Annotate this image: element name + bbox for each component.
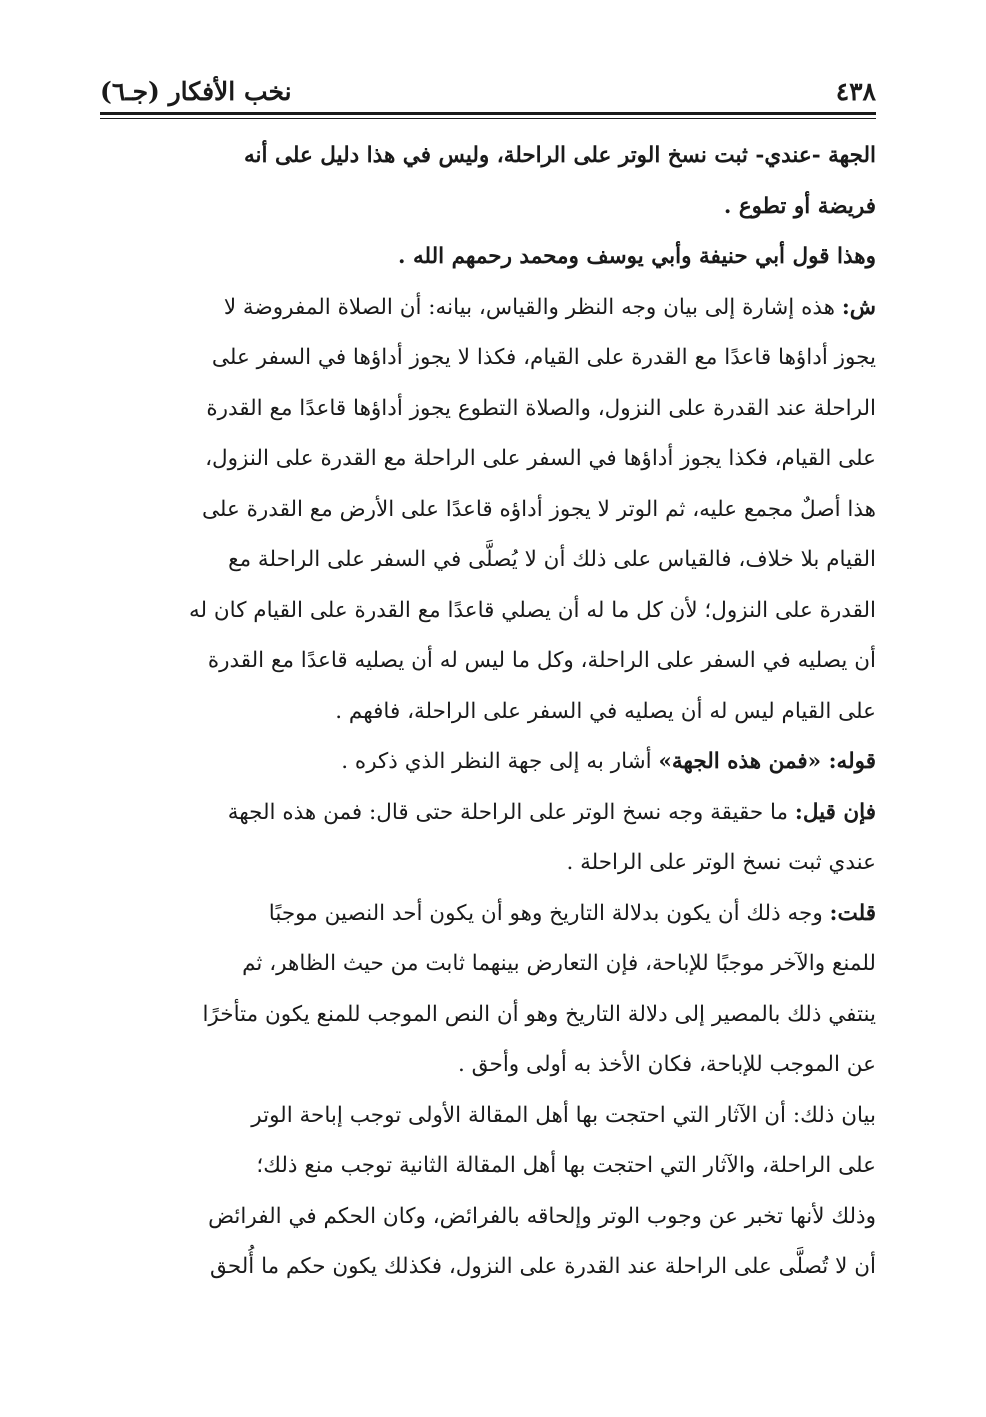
book-page	[100, 62, 876, 1293]
page-header	[100, 62, 876, 106]
header-rule	[100, 112, 876, 115]
book-title: نخب الأفكار (جـ٦)	[100, 77, 292, 106]
paragraph: وهذا قول أبي حنيفة وأبي يوسف ومحمد رحمهم الله .	[398, 244, 876, 269]
paragraph: بيان ذلك: أن الآثار التي احتجت بها أهل المقالة الأولى توجب إباحة الوتر على الراحلة، والآثار التي احتجت بها أهل المقالة الثانية توجب منع ذلك؛ وذلك لأنها تخبر عن وجوب الوتر وإلحاقه بالفرائض، وكان الحكم في الفرائض أن لا تُصلَّى على الراحلة عند القدرة على النزول، فكذلك يكون حكم ما أُلحق	[208, 1102, 876, 1279]
header-rule-thin	[100, 118, 876, 119]
page-number: ٤٣٨	[835, 77, 876, 106]
paragraph-lead: قوله: «فمن هذه الجهة»	[658, 749, 876, 774]
paragraph: قوله: «فمن هذه الجهة» أشار به إلى جهة النظر الذي ذكره .	[341, 749, 876, 774]
paragraph: قلت: وجه ذلك أن يكون بدلالة التاريخ وهو أن يكون أحد النصين موجبًا للمنع والآخر موجبًا للإباحة، فإن التعارض بينهما ثابت من حيث الظاهر، ثم ينتفي ذلك بالمصير إلى دلالة التاريخ وهو أن النص الموجب للمنع يكون متأخرًا عن الموجب للإباحة، فكان الأخذ به أولى وأحق .	[202, 900, 876, 1077]
paragraph: ش: هذه إشارة إلى بيان وجه النظر والقياس، بيانه: أن الصلاة المفروضة لا يجوز أداؤها قاعدًا مع القدرة على القيام، فكذا لا يجوز أداؤها في السفر على الراحلة عند القدرة على النزول، والصلاة التطوع يجوز أداؤها قاعدًا مع القدرة على القيام، فكذا يجوز أداؤها في السفر على الراحلة مع القدرة على النزول، هذا أصلٌ مجمع عليه، ثم الوتر لا يجوز أداؤه قاعدًا على الأرض مع القدرة على القيام بلا خلاف، فالقياس على ذلك أن لا يُصلَّى في السفر على الراحلة مع القدرة على النزول؛ لأن كل ما له أن يصلي قاعدًا مع القدرة على القيام كان له أن يصليه في السفر على الراحلة، وكل ما ليس له أن يصليه قاعدًا مع القدرة على القيام ليس له أن يصليه في السفر على الراحلة، فافهم .	[188, 294, 876, 724]
paragraph: فإن قيل: ما حقيقة وجه نسخ الوتر على الراحلة حتى قال: فمن هذه الجهة عندي ثبت نسخ الوتر على الراحلة .	[227, 799, 876, 875]
paragraph-lead: ش:	[841, 294, 876, 320]
page-body	[100, 131, 876, 1293]
paragraph-lead: قلت:	[829, 900, 876, 926]
paragraph-lead: فإن قيل:	[794, 799, 876, 825]
paragraph: الجهة -عندي- ثبت نسخ الوتر على الراحلة، وليس في هذا دليل على أنه فريضة أو تطوع .	[243, 143, 876, 219]
